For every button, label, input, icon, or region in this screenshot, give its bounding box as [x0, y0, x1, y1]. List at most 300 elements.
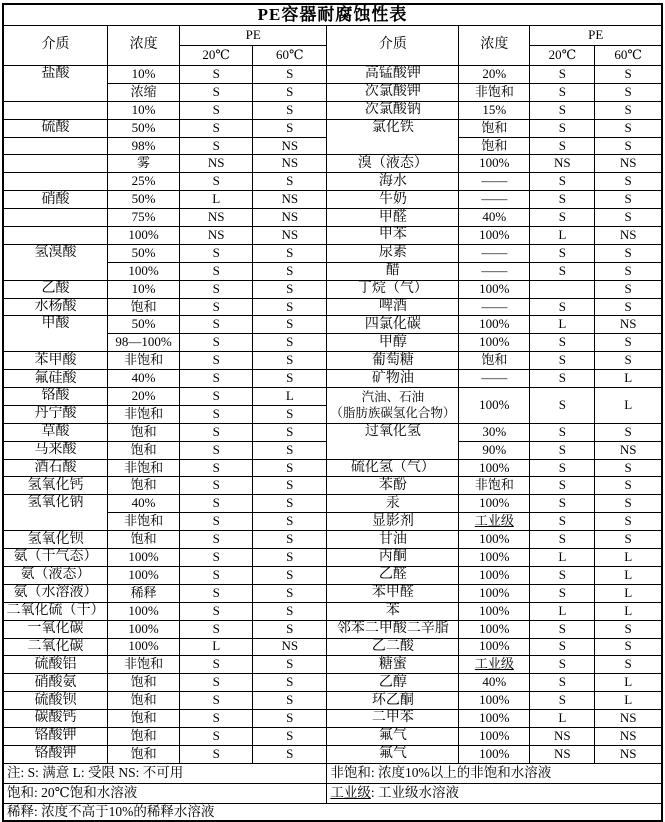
- left-rating-60c-cell: S: [253, 674, 327, 692]
- left-medium-cell: 酒石酸: [3, 459, 108, 477]
- left-rating-20c-cell: S: [180, 280, 253, 298]
- right-medium-cell: 乙醇: [327, 674, 459, 692]
- right-rating-60c-cell: S: [595, 477, 662, 495]
- left-rating-20c-cell: S: [180, 566, 253, 584]
- right-rating-60c-cell: S: [595, 298, 662, 316]
- table-row: [3, 227, 662, 245]
- note-term: 非饱和: [330, 765, 371, 781]
- left-rating-20c-cell: S: [180, 137, 253, 155]
- left-rating-20c-cell: S: [180, 692, 253, 710]
- left-medium-cell: 氟硅酸: [3, 370, 108, 388]
- left-rating-60c-cell: S: [253, 566, 327, 584]
- left-concentration-cell: 饱和: [108, 531, 180, 549]
- table-row: [3, 459, 662, 477]
- left-rating-60c-cell: L: [253, 388, 327, 406]
- left-concentration-cell: 稀释: [108, 584, 180, 602]
- left-rating-20c-cell: S: [180, 262, 253, 280]
- left-rating-60c-cell: S: [253, 298, 327, 316]
- right-medium-cell: 醋: [327, 262, 459, 280]
- table-row: [3, 710, 662, 728]
- left-rating-20c-cell: S: [180, 244, 253, 262]
- left-rating-60c-cell: S: [253, 727, 327, 745]
- right-medium-cell: 显影剂: [327, 513, 459, 531]
- right-rating-20c-cell: S: [530, 495, 595, 513]
- table-row: [3, 531, 662, 549]
- left-rating-20c-cell: S: [180, 656, 253, 674]
- right-medium-cell: 次氯酸钠: [327, 101, 459, 119]
- right-rating-20c-cell: S: [530, 441, 595, 459]
- right-rating-20c-cell: S: [530, 262, 595, 280]
- table-row: [3, 745, 662, 763]
- left-rating-60c-cell: NS: [253, 227, 327, 245]
- left-rating-20c-cell: S: [180, 101, 253, 119]
- table-row: [3, 692, 662, 710]
- left-rating-20c-cell: S: [180, 370, 253, 388]
- table-row: [3, 674, 662, 692]
- left-rating-60c-cell: S: [253, 620, 327, 638]
- right-concentration-cell: 100%: [459, 459, 530, 477]
- left-medium-cell: 一氧化碳: [3, 620, 108, 638]
- right-concentration-cell: 饱和: [459, 352, 530, 370]
- header-row-1: [3, 26, 662, 46]
- left-rating-20c-cell: S: [180, 674, 253, 692]
- left-concentration-cell: 饱和: [108, 692, 180, 710]
- left-concentration-cell: 100%: [108, 602, 180, 620]
- left-rating-60c-cell: NS: [253, 209, 327, 227]
- col-header-60c-right: 60℃: [595, 46, 662, 66]
- left-rating-60c-cell: S: [253, 316, 327, 334]
- note-rest: : 浓度10%以上的非饱和水溶液: [370, 765, 552, 781]
- right-rating-20c-cell: S: [530, 66, 595, 84]
- right-rating-60c-cell: S: [595, 459, 662, 477]
- left-rating-20c-cell: S: [180, 477, 253, 495]
- right-concentration-cell: 100%: [459, 638, 530, 656]
- left-concentration-cell: 雾: [108, 155, 180, 173]
- right-rating-60c-cell: NS: [595, 745, 662, 763]
- right-medium-cell: 苯酚: [327, 477, 459, 495]
- right-medium-cell: 乙二酸: [327, 638, 459, 656]
- right-rating-60c-cell: S: [595, 495, 662, 513]
- left-concentration-cell: 饱和: [108, 441, 180, 459]
- left-medium-cell: 硝酸: [3, 191, 108, 209]
- left-concentration-cell: 非饱和: [108, 352, 180, 370]
- right-medium-cell: 甘油: [327, 531, 459, 549]
- right-rating-60c-cell: NS: [595, 227, 662, 245]
- left-concentration-cell: 50%: [108, 316, 180, 334]
- left-medium-cell: 硝酸氨: [3, 674, 108, 692]
- left-rating-60c-cell: NS: [253, 137, 327, 155]
- right-medium-cell: 糖蜜: [327, 656, 459, 674]
- left-medium-cell: 氢氧化钙: [3, 477, 108, 495]
- note-unsaturated: [327, 763, 662, 783]
- left-rating-60c-cell: S: [253, 602, 327, 620]
- left-rating-20c-cell: S: [180, 83, 253, 101]
- right-concentration-cell: 100%: [459, 745, 530, 763]
- left-concentration-cell: 40%: [108, 370, 180, 388]
- right-medium-cell: 汞: [327, 495, 459, 513]
- left-concentration-cell: 饱和: [108, 674, 180, 692]
- left-concentration-cell: 10%: [108, 280, 180, 298]
- right-medium-cell: 氯化铁: [327, 119, 459, 155]
- table-row: [3, 370, 662, 388]
- right-rating-20c-cell: L: [530, 227, 595, 245]
- left-medium-cell: 铬酸钾: [3, 727, 108, 745]
- right-rating-20c-cell: S: [530, 692, 595, 710]
- left-concentration-cell: 非饱和: [108, 513, 180, 531]
- left-medium-cell: [3, 227, 108, 245]
- left-rating-20c-cell: S: [180, 405, 253, 423]
- left-rating-20c-cell: S: [180, 334, 253, 352]
- col-header-20c-left: 20℃: [180, 46, 253, 66]
- right-concentration-cell: 100%: [459, 692, 530, 710]
- table-body: [3, 66, 662, 764]
- left-rating-20c-cell: S: [180, 388, 253, 406]
- right-rating-60c-cell: S: [595, 83, 662, 101]
- left-concentration-cell: 10%: [108, 66, 180, 84]
- right-rating-60c-cell: S: [595, 101, 662, 119]
- right-rating-20c-cell: S: [530, 334, 595, 352]
- right-concentration-cell: 100%: [459, 280, 530, 298]
- right-concentration-cell: 40%: [459, 209, 530, 227]
- left-concentration-cell: 饱和: [108, 710, 180, 728]
- left-medium-cell: 氢溴酸: [3, 244, 108, 280]
- left-concentration-cell: 非饱和: [108, 656, 180, 674]
- right-rating-60c-cell: S: [595, 173, 662, 191]
- note-saturated: 饱和: 20℃饱和水溶液: [3, 783, 327, 803]
- right-medium-cell: 尿素: [327, 244, 459, 262]
- right-medium-cell: 矿物油: [327, 370, 459, 388]
- left-rating-60c-cell: S: [253, 101, 327, 119]
- right-medium-cell: 次氯酸钾: [327, 83, 459, 101]
- left-rating-20c-cell: S: [180, 459, 253, 477]
- left-rating-60c-cell: NS: [253, 638, 327, 656]
- left-medium-cell: 二氧化硫（干）: [3, 602, 108, 620]
- table-row: [3, 656, 662, 674]
- table-row: [3, 727, 662, 745]
- col-header-concentration-left: 浓度: [108, 26, 180, 66]
- left-medium-cell: 铬酸钾: [3, 745, 108, 763]
- left-rating-60c-cell: S: [253, 423, 327, 441]
- right-rating-20c-cell: S: [530, 370, 595, 388]
- left-rating-60c-cell: S: [253, 692, 327, 710]
- left-concentration-cell: 40%: [108, 495, 180, 513]
- left-rating-20c-cell: S: [180, 119, 253, 137]
- right-rating-20c-cell: S: [530, 352, 595, 370]
- right-rating-20c-cell: S: [530, 477, 595, 495]
- right-rating-60c-cell: L: [595, 388, 662, 424]
- right-rating-60c-cell: L: [595, 584, 662, 602]
- right-concentration-cell: 100%: [459, 549, 530, 567]
- left-rating-20c-cell: S: [180, 173, 253, 191]
- left-rating-20c-cell: L: [180, 638, 253, 656]
- table-row: [3, 388, 662, 406]
- right-rating-20c-cell: S: [530, 459, 595, 477]
- right-rating-20c-cell: S: [530, 513, 595, 531]
- left-concentration-cell: 饱和: [108, 477, 180, 495]
- right-rating-20c-cell: S: [530, 620, 595, 638]
- left-concentration-cell: 100%: [108, 638, 180, 656]
- right-concentration-cell: 100%: [459, 316, 530, 334]
- right-rating-20c-cell: L: [530, 602, 595, 620]
- right-medium-cell: 甲苯: [327, 227, 459, 245]
- left-rating-20c-cell: S: [180, 316, 253, 334]
- right-rating-20c-cell: NS: [530, 745, 595, 763]
- right-medium-cell: 丙酮: [327, 549, 459, 567]
- left-medium-cell: 碳酸钙: [3, 710, 108, 728]
- right-rating-20c-cell: S: [530, 191, 595, 209]
- left-concentration-cell: 98—100%: [108, 334, 180, 352]
- table-row: [3, 155, 662, 173]
- right-medium-cell: 邻苯二甲酸二辛脂: [327, 620, 459, 638]
- left-rating-20c-cell: S: [180, 727, 253, 745]
- left-rating-20c-cell: S: [180, 352, 253, 370]
- notes-row-3: [3, 803, 662, 821]
- right-concentration-cell: 30%: [459, 423, 530, 441]
- right-rating-60c-cell: S: [595, 638, 662, 656]
- left-concentration-cell: 100%: [108, 620, 180, 638]
- left-medium-cell: 苯甲酸: [3, 352, 108, 370]
- left-medium-cell: [3, 101, 108, 119]
- table-row: [3, 191, 662, 209]
- right-concentration-cell: ——: [459, 173, 530, 191]
- left-concentration-cell: 饱和: [108, 727, 180, 745]
- left-rating-20c-cell: S: [180, 620, 253, 638]
- right-rating-20c-cell: S: [530, 674, 595, 692]
- left-concentration-cell: 50%: [108, 119, 180, 137]
- left-concentration-cell: 20%: [108, 388, 180, 406]
- left-rating-60c-cell: S: [253, 495, 327, 513]
- right-medium-cell: 海水: [327, 173, 459, 191]
- left-rating-20c-cell: S: [180, 441, 253, 459]
- right-rating-60c-cell: L: [595, 566, 662, 584]
- left-medium-cell: 硫酸: [3, 119, 108, 137]
- right-rating-20c-cell: [530, 280, 595, 298]
- right-medium-cell: 苯: [327, 602, 459, 620]
- left-rating-20c-cell: NS: [180, 155, 253, 173]
- right-medium-cell: 丁烷（气）: [327, 280, 459, 298]
- right-concentration-cell: ——: [459, 262, 530, 280]
- left-medium-cell: 丹宁酸: [3, 405, 108, 423]
- left-rating-60c-cell: S: [253, 352, 327, 370]
- right-medium-cell: 氟气: [327, 745, 459, 763]
- left-medium-cell: 氨（水溶液）: [3, 584, 108, 602]
- right-rating-20c-cell: S: [530, 209, 595, 227]
- left-rating-60c-cell: S: [253, 477, 327, 495]
- right-medium-cell: 二甲苯: [327, 710, 459, 728]
- right-medium-cell: 溴（液态）: [327, 155, 459, 173]
- table-row: [3, 566, 662, 584]
- left-concentration-cell: 50%: [108, 191, 180, 209]
- right-concentration-cell: 100%: [459, 155, 530, 173]
- note-rest: : 工业级水溶液: [370, 785, 459, 801]
- right-concentration-cell: 非饱和: [459, 83, 530, 101]
- col-header-20c-right: 20℃: [530, 46, 595, 66]
- right-medium-cell: 硫化氢（气）: [327, 459, 459, 477]
- left-concentration-cell: 50%: [108, 244, 180, 262]
- left-concentration-cell: 98%: [108, 137, 180, 155]
- right-medium-cell: 葡萄糖: [327, 352, 459, 370]
- right-rating-60c-cell: S: [595, 620, 662, 638]
- right-rating-20c-cell: S: [530, 298, 595, 316]
- left-concentration-cell: 饱和: [108, 423, 180, 441]
- right-rating-20c-cell: L: [530, 316, 595, 334]
- table-row: [3, 173, 662, 191]
- left-rating-60c-cell: S: [253, 459, 327, 477]
- left-concentration-cell: 100%: [108, 227, 180, 245]
- right-concentration-cell: 100%: [459, 620, 530, 638]
- right-rating-60c-cell: L: [595, 674, 662, 692]
- right-medium-cell: 氟气: [327, 727, 459, 745]
- left-rating-20c-cell: S: [180, 66, 253, 84]
- col-header-medium-left: 介质: [3, 26, 108, 66]
- right-rating-60c-cell: S: [595, 119, 662, 137]
- left-rating-60c-cell: S: [253, 370, 327, 388]
- right-rating-20c-cell: NS: [530, 727, 595, 745]
- left-rating-20c-cell: L: [180, 191, 253, 209]
- right-rating-20c-cell: L: [530, 710, 595, 728]
- left-rating-60c-cell: S: [253, 334, 327, 352]
- left-concentration-cell: 100%: [108, 262, 180, 280]
- left-rating-60c-cell: S: [253, 83, 327, 101]
- right-concentration-cell: 100%: [459, 531, 530, 549]
- right-concentration-cell: 工业级: [459, 513, 530, 531]
- right-rating-60c-cell: S: [595, 244, 662, 262]
- right-rating-20c-cell: NS: [530, 155, 595, 173]
- left-rating-60c-cell: NS: [253, 155, 327, 173]
- right-medium-cell: 甲醛: [327, 209, 459, 227]
- title-row: [3, 4, 662, 26]
- right-concentration-cell: 40%: [459, 674, 530, 692]
- table-row: [3, 549, 662, 567]
- right-rating-60c-cell: NS: [595, 155, 662, 173]
- table-row: [3, 101, 662, 119]
- table-row: [3, 66, 662, 84]
- right-medium-cell: 过氧化氢: [327, 423, 459, 459]
- right-rating-60c-cell: S: [595, 262, 662, 280]
- right-rating-20c-cell: S: [530, 173, 595, 191]
- right-concentration-cell: ——: [459, 298, 530, 316]
- left-concentration-cell: 饱和: [108, 298, 180, 316]
- left-medium-cell: 硫酸钡: [3, 692, 108, 710]
- right-rating-60c-cell: NS: [595, 710, 662, 728]
- corrosion-resistance-table: [2, 3, 663, 822]
- left-rating-60c-cell: S: [253, 244, 327, 262]
- left-rating-20c-cell: S: [180, 745, 253, 763]
- right-rating-60c-cell: S: [595, 209, 662, 227]
- right-rating-20c-cell: S: [530, 244, 595, 262]
- right-medium-cell: 牛奶: [327, 191, 459, 209]
- left-rating-60c-cell: S: [253, 280, 327, 298]
- right-concentration-cell: 100%: [459, 727, 530, 745]
- right-rating-60c-cell: S: [595, 66, 662, 84]
- table-row: [3, 316, 662, 334]
- right-rating-20c-cell: S: [530, 83, 595, 101]
- right-rating-20c-cell: S: [530, 531, 595, 549]
- right-rating-60c-cell: S: [595, 423, 662, 441]
- right-concentration-cell: ——: [459, 370, 530, 388]
- right-rating-20c-cell: S: [530, 638, 595, 656]
- right-rating-20c-cell: S: [530, 388, 595, 424]
- left-rating-20c-cell: S: [180, 584, 253, 602]
- left-medium-cell: 氨（液态）: [3, 566, 108, 584]
- left-concentration-cell: 100%: [108, 566, 180, 584]
- right-concentration-cell: 100%: [459, 495, 530, 513]
- left-rating-20c-cell: S: [180, 549, 253, 567]
- left-medium-cell: 氢氧化钠: [3, 495, 108, 531]
- table-row: [3, 119, 662, 137]
- left-rating-60c-cell: S: [253, 549, 327, 567]
- left-rating-20c-cell: NS: [180, 227, 253, 245]
- left-rating-60c-cell: S: [253, 262, 327, 280]
- right-rating-60c-cell: S: [595, 334, 662, 352]
- table-row: [3, 352, 662, 370]
- left-rating-60c-cell: S: [253, 66, 327, 84]
- right-rating-60c-cell: S: [595, 352, 662, 370]
- right-concentration-cell: 非饱和: [459, 477, 530, 495]
- page-title: PE容器耐腐蚀性表: [3, 4, 662, 26]
- right-rating-60c-cell: S: [595, 191, 662, 209]
- right-rating-20c-cell: S: [530, 656, 595, 674]
- notes-row-1: [3, 763, 662, 783]
- right-rating-60c-cell: S: [595, 280, 662, 298]
- right-concentration-cell: 100%: [459, 227, 530, 245]
- table-row: [3, 584, 662, 602]
- table-row: [3, 638, 662, 656]
- left-concentration-cell: 10%: [108, 101, 180, 119]
- right-rating-20c-cell: S: [530, 119, 595, 137]
- right-concentration-cell: 饱和: [459, 119, 530, 137]
- left-medium-cell: 铬酸: [3, 388, 108, 406]
- left-rating-60c-cell: S: [253, 513, 327, 531]
- col-header-medium-right: 介质: [327, 26, 459, 66]
- left-medium-cell: 二氧化碳: [3, 638, 108, 656]
- col-header-concentration-right: 浓度: [459, 26, 530, 66]
- left-medium-cell: [3, 173, 108, 191]
- left-rating-60c-cell: S: [253, 531, 327, 549]
- right-rating-20c-cell: S: [530, 566, 595, 584]
- table-row: [3, 602, 662, 620]
- left-rating-60c-cell: S: [253, 119, 327, 137]
- left-rating-20c-cell: S: [180, 423, 253, 441]
- left-rating-20c-cell: S: [180, 513, 253, 531]
- right-rating-20c-cell: S: [530, 584, 595, 602]
- left-concentration-cell: 75%: [108, 209, 180, 227]
- right-concentration-cell: 100%: [459, 584, 530, 602]
- left-rating-60c-cell: NS: [253, 191, 327, 209]
- left-concentration-cell: 25%: [108, 173, 180, 191]
- note-legend: 注: S: 满意 L: 受限 NS: 不可用: [3, 763, 327, 783]
- left-rating-60c-cell: S: [253, 441, 327, 459]
- table-row: [3, 298, 662, 316]
- left-rating-20c-cell: S: [180, 531, 253, 549]
- table-row: [3, 280, 662, 298]
- right-medium-cell: 啤酒: [327, 298, 459, 316]
- left-medium-cell: [3, 155, 108, 173]
- notes-row-2: [3, 783, 662, 803]
- table-row: [3, 244, 662, 262]
- right-concentration-cell: 100%: [459, 388, 530, 424]
- right-concentration-cell: 15%: [459, 101, 530, 119]
- left-medium-cell: 硫酸铝: [3, 656, 108, 674]
- note-diluted: 稀释: 浓度不高于10%的稀释水溶液: [3, 803, 662, 821]
- table-row: [3, 423, 662, 441]
- left-medium-cell: [3, 209, 108, 227]
- left-rating-60c-cell: S: [253, 173, 327, 191]
- note-term-underlined: 工业级: [330, 785, 371, 801]
- right-concentration-cell: ——: [459, 191, 530, 209]
- right-rating-60c-cell: L: [595, 602, 662, 620]
- right-rating-60c-cell: L: [595, 692, 662, 710]
